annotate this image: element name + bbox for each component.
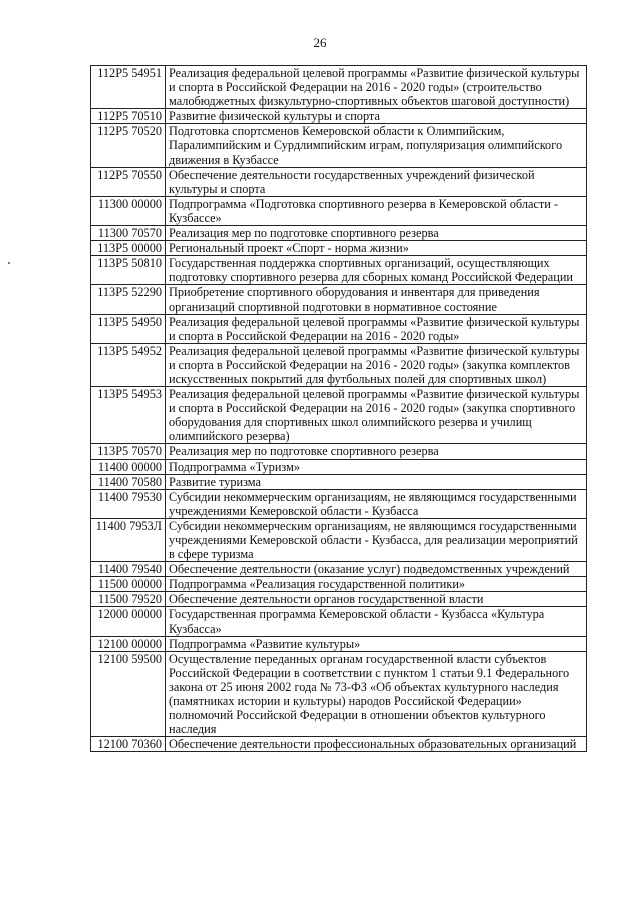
row-code: 112P5 54951: [91, 66, 166, 109]
row-description: Обеспечение деятельности органов государственной власти: [166, 592, 587, 607]
table-row: [91, 109, 587, 124]
row-description: Реализация федеральной целевой программы «Развитие физической культуры и спорта в Российской Федерации на 2016 - 2020 годы» (закупка спортивного оборудования для спортивных школ олимпийского резерва и училищ олимпийского резерва): [166, 387, 587, 444]
row-code: 11400 00000: [91, 459, 166, 474]
table-row: [91, 314, 587, 343]
row-code: 113P5 54953: [91, 387, 166, 444]
table-body: [91, 66, 587, 752]
table-row: [91, 518, 587, 561]
table-row: [91, 489, 587, 518]
row-description: Осуществление переданных органам государственной власти субъектов Российской Федерации в соответствии с пунктом 1 статьи 9.1 Федерального закона от 25 июня 2002 года № 73-ФЗ «Об объектах культурного наследия (памятниках истории и культуры) народов Российской Федерации» полномочий Российской Федерации в отношении объектов культурного наследия: [166, 651, 587, 737]
row-description: Обеспечение деятельности (оказание услуг) подведомственных учреждений: [166, 562, 587, 577]
row-code: 11300 00000: [91, 196, 166, 225]
table-row: [91, 577, 587, 592]
table-row: [91, 256, 587, 285]
table-row: [91, 474, 587, 489]
row-code: 112P5 70510: [91, 109, 166, 124]
budget-classification-table: [90, 65, 587, 752]
table-row: [91, 226, 587, 241]
page-number: 26: [313, 35, 327, 50]
row-description: Реализация федеральной целевой программы «Развитие физической культуры и спорта в Российской Федерации на 2016 - 2020 годы»: [166, 314, 587, 343]
row-code: 11400 79530: [91, 489, 166, 518]
row-description: Государственная поддержка спортивных организаций, осуществляющих подготовку спортивного резерва для сборных команд Российской Федерации: [166, 256, 587, 285]
row-description: Подпрограмма «Туризм»: [166, 459, 587, 474]
scan-artifact: [8, 262, 10, 264]
table-row: [91, 343, 587, 386]
row-code: 11300 70570: [91, 226, 166, 241]
row-description: Региональный проект «Спорт - норма жизни»: [166, 241, 587, 256]
table-row: [91, 167, 587, 196]
row-description: Развитие туризма: [166, 474, 587, 489]
row-code: 113P5 54950: [91, 314, 166, 343]
row-code: 12100 59500: [91, 651, 166, 737]
table-row: [91, 607, 587, 636]
table-row: [91, 124, 587, 167]
table-row: [91, 651, 587, 737]
row-description: Приобретение спортивного оборудования и инвентаря для приведения организаций спортивной подготовки в нормативное состояние: [166, 285, 587, 314]
row-description: Развитие физической культуры и спорта: [166, 109, 587, 124]
row-code: 11400 7953Л: [91, 518, 166, 561]
row-description: Реализация мер по подготовке спортивного резерва: [166, 444, 587, 459]
table-row: [91, 459, 587, 474]
row-code: 12100 00000: [91, 636, 166, 651]
row-description: Обеспечение деятельности государственных учреждений физической культуры и спорта: [166, 167, 587, 196]
row-description: Подпрограмма «Развитие культуры»: [166, 636, 587, 651]
row-description: Обеспечение деятельности профессиональных образовательных организаций: [166, 737, 587, 752]
table-row: [91, 66, 587, 109]
row-description: Государственная программа Кемеровской области - Кузбасса «Культура Кузбасса»: [166, 607, 587, 636]
row-code: 113P5 52290: [91, 285, 166, 314]
row-description: Подготовка спортсменов Кемеровской области к Олимпийским, Паралимпийским и Сурдлимпийским играм, популяризация олимпийского движения в Кузбассе: [166, 124, 587, 167]
table-row: [91, 241, 587, 256]
row-code: 112P5 70550: [91, 167, 166, 196]
row-description: Подпрограмма «Подготовка спортивного резерва в Кемеровской области - Кузбассе»: [166, 196, 587, 225]
row-code: 11500 79520: [91, 592, 166, 607]
row-description: Субсидии некоммерческим организациям, не являющимся государственными учреждениями Кемеровской области - Кузбасса, для реализации мероприятий в сфере туризма: [166, 518, 587, 561]
row-code: 113P5 50810: [91, 256, 166, 285]
row-code: 113P5 00000: [91, 241, 166, 256]
table-row: [91, 592, 587, 607]
row-description: Реализация федеральной целевой программы «Развитие физической культуры и спорта в Российской Федерации на 2016 - 2020 годы» (закупка комплектов искусственных покрытий для футбольных полей для спортивных школ): [166, 343, 587, 386]
row-code: 113P5 70570: [91, 444, 166, 459]
row-code: 11400 70580: [91, 474, 166, 489]
table-row: [91, 444, 587, 459]
row-code: 112P5 70520: [91, 124, 166, 167]
table-row: [91, 562, 587, 577]
table-row: [91, 737, 587, 752]
table-row: [91, 285, 587, 314]
table-row: [91, 636, 587, 651]
table-row: [91, 196, 587, 225]
row-code: 12000 00000: [91, 607, 166, 636]
table-row: [91, 387, 587, 444]
row-code: 113P5 54952: [91, 343, 166, 386]
row-code: 11400 79540: [91, 562, 166, 577]
row-description: Реализация федеральной целевой программы «Развитие физической культуры и спорта в Российской Федерации на 2016 - 2020 годы» (строительство малобюджетных физкультурно-спортивных объектов шаговой доступности): [166, 66, 587, 109]
row-description: Подпрограмма «Реализация государственной политики»: [166, 577, 587, 592]
row-description: Реализация мер по подготовке спортивного резерва: [166, 226, 587, 241]
row-description: Субсидии некоммерческим организациям, не являющимся государственными учреждениями Кемеровской области - Кузбасса: [166, 489, 587, 518]
row-code: 11500 00000: [91, 577, 166, 592]
row-code: 12100 70360: [91, 737, 166, 752]
